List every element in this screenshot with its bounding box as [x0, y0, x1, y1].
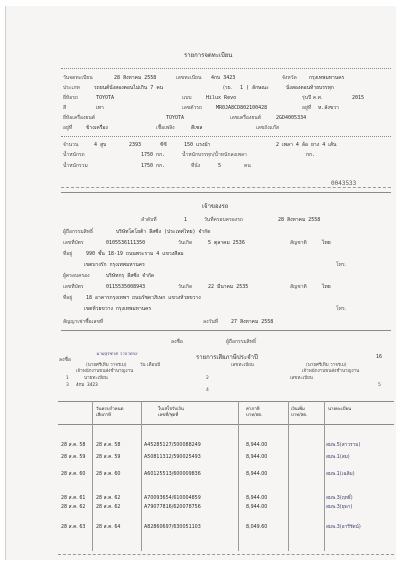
sign-role-1: นายทะเบียน: [84, 376, 108, 381]
nation2-value: ไทย: [322, 284, 331, 290]
tax-table-cell: 28 ส.ค. 61: [61, 496, 86, 501]
sign-right-role: เจ้าพนักงานขนส่งชำนาญงาน: [302, 369, 360, 374]
class-value: 1 ) ลักษณะ: [240, 85, 269, 91]
addr3-label: ที่อยู่: [63, 295, 73, 301]
chassis-at-value: ห.ลังขวา: [318, 105, 339, 111]
engine-at-label: อยู่ที่: [63, 125, 73, 131]
tax-table-cell: 28 ส.ค. 64: [96, 525, 121, 530]
tax-table-cell: 28 ส.ค. 62: [61, 505, 86, 510]
possess-date-value: 28 สิงหาคม 2558: [278, 217, 321, 223]
divider: [61, 330, 391, 331]
tax-table-cell: 8,049.60: [246, 525, 268, 530]
seq-value: 1: [184, 217, 188, 223]
cc-unit: ซีซี: [160, 142, 167, 148]
tax-table-cell: 28 ส.ค. 60: [61, 472, 86, 477]
sign-right-sub: (นายศรีเทิม วาจรเม): [306, 363, 347, 368]
tax-table-cell: สมพ.3(อารีรัตน์): [326, 525, 361, 530]
load-value: กก.: [306, 152, 316, 158]
page-title: รายการจดทะเบียน: [184, 52, 233, 59]
idcard-value: 0105536111350: [106, 240, 146, 246]
sign-role-2: ผู้ถือกรรมสิทธิ์: [226, 339, 257, 345]
tax-table-header-cell: เลขที่/ชุดที่: [158, 413, 179, 418]
gas-label: เลขถังแก๊ส: [256, 125, 279, 131]
tel-label: โทร.: [336, 262, 347, 268]
seat-value: 5: [218, 163, 222, 169]
sign-mid-label: วัน เดือนปี: [140, 363, 161, 368]
cc-value: 2393: [129, 142, 142, 148]
tax-table-cell: 8,944.00: [246, 455, 268, 460]
possess-date-label: วันที่ครอบครองรถ: [204, 217, 243, 223]
tax-table-cell: A79077816/620078756: [144, 505, 201, 510]
tax-table-cell: 28 ส.ค. 62: [96, 496, 121, 501]
engine-no-value: 2GD4005334: [276, 115, 307, 121]
table-col-divider: [238, 401, 239, 551]
tax-table-cell: A45285127/500088249: [144, 443, 201, 448]
reg-col-1: 1: [66, 376, 69, 381]
year-value: 2015: [352, 95, 365, 101]
chassis-at-label: อยู่ที่: [302, 105, 312, 111]
tax-table-cell: 8,944.00: [246, 505, 268, 510]
seq-label: ลำดับที่: [141, 217, 157, 223]
chassis-label: เลขตัวรถ: [182, 105, 202, 111]
nation-label: สัญชาติ: [290, 240, 307, 246]
sign-label-1: ลงชื่อ: [171, 339, 183, 345]
addr-value: 990 ชั้น 18-19 ถนนพระราม 4 แขวงสีลม: [86, 251, 184, 257]
seat-unit: คน: [244, 163, 251, 169]
tax-table-cell: สมพ.5(สาวราม): [326, 443, 361, 448]
dob2-value: 22 มีนาคม 2535: [208, 284, 249, 290]
tax-table-header-cell: เงินเพิ่ม: [291, 407, 305, 412]
holder-label: ผู้ถือกรรมสิทธิ์: [63, 229, 94, 235]
reg-left-value: 4กบ 3423: [76, 383, 98, 388]
tax-table-cell: 28 ส.ค. 62: [96, 505, 121, 510]
addr2-value: เขตบางรัก กรุงเทพมหานคร: [84, 262, 145, 268]
dob-value: 5 ตุลาคม 2536: [208, 240, 245, 246]
dob-label: วันเกิด: [178, 240, 193, 246]
reg-col-5: 5: [378, 383, 381, 388]
color-value: เทา: [96, 105, 104, 111]
possessor-value: บริษัทกรุ ลีสซิ่ง จำกัด: [106, 273, 155, 279]
tax-table-cell: 28 ส.ค. 63: [61, 525, 86, 530]
tax-table-cell: สมพ.1(สม): [326, 455, 350, 460]
registration-document: [5, 6, 396, 560]
tax-table-cell: 28 ส.ค. 60: [96, 472, 121, 477]
tax-table-header-cell: ค่าภาษี: [246, 407, 260, 412]
engine-no-label: เลขเครื่องยนต์: [230, 115, 261, 121]
tax-table-cell: 8,944.00: [246, 496, 268, 501]
cyl-label: จำนวน: [63, 142, 79, 148]
reg-no-label: เลขทะเบียน: [176, 75, 202, 81]
fuel-label: เชื้อเพลิง: [156, 125, 175, 131]
tax-table-cell: 28 ส.ค. 58: [61, 443, 86, 448]
tel2-label: โทร.: [336, 306, 347, 312]
weight-value: 1750 กก.: [141, 152, 166, 158]
axle-value: 2 เพลา 4 ล้อ ยาง 4 เส้น: [276, 142, 337, 148]
divider: [61, 68, 391, 69]
reg-no-value: 4กบ 3423: [211, 75, 236, 81]
brand-value: TOYOTA: [96, 95, 115, 101]
contract-label: สัญญาเช่าซื้อเลขที่: [63, 319, 104, 325]
addr3-value: 18 อาคารกรุงเทพฯ ถนนรัชดาภิเษก แขวงห้วยขวาง: [86, 295, 201, 301]
divider: [61, 136, 391, 137]
divider: [61, 192, 391, 193]
table-col-divider: [288, 401, 289, 551]
table-col-divider: [324, 401, 325, 551]
tax-table-header-cell: เสียภาษี: [96, 413, 112, 418]
table-bottom-border: [58, 554, 394, 555]
tax-table-cell: A60125513/600009836: [144, 472, 201, 477]
tax-num: 16: [376, 354, 383, 360]
year-label: รุ่นปี ค.ศ.: [302, 95, 323, 101]
type-label: ประเภท: [63, 85, 80, 91]
reg-date-value: 28 สิงหาคม 2558: [114, 75, 157, 81]
tax-table-cell: สมพ.3(ยุพา): [326, 505, 353, 510]
tax-table-header-cell: ใบเสร็จรับเงิน: [158, 407, 184, 412]
dob2-label: วันเกิด: [178, 284, 193, 290]
nation-value: ไทย: [322, 240, 331, 246]
tax-table-cell: 28 ส.ค. 59: [96, 455, 121, 460]
addr-label: ที่อยู่: [63, 251, 73, 257]
sign-label-2: ลงชื่อ: [59, 357, 71, 363]
possessor-label: ผู้ครอบครอง: [63, 273, 90, 279]
engine-brand-label: ยี่ห้อเครื่องยนต์: [63, 115, 96, 121]
province-label: จังหวัด: [282, 75, 297, 81]
page-code: 0043533: [331, 180, 357, 187]
province-value: กรุงเทพมหานคร: [309, 75, 345, 81]
tax-table-cell: 28 ส.ค. 59: [61, 455, 86, 460]
reg-left-label: เลขทะเบียน: [290, 376, 313, 381]
sign-left-sub: เจ้าพนักงานขนส่งชำนาญงาน: [76, 369, 134, 374]
reg-col-3: 3: [66, 383, 69, 388]
table-col-divider: [92, 401, 93, 551]
owner-section-title: เจ้าของรถ: [202, 203, 229, 210]
contract-date-value: 27 สิงหาคม 2558: [231, 319, 274, 325]
table-header-border: [58, 424, 394, 425]
tax-table-cell: สมพ.1(เฉลิม): [326, 472, 355, 477]
addr4-value: เขตห้วยขวาง กรุงเทพมหานคร: [84, 306, 152, 312]
table-top-border: [58, 401, 394, 402]
gross-label: น้ำหนักรวม: [63, 163, 88, 169]
engine-brand-value: TOYOTA: [166, 115, 185, 121]
sign-left-name: (นายศรีเทิม วาจรเม): [86, 363, 127, 368]
char-value: นั่งสองตอนท้ายบรรทุก: [286, 85, 334, 91]
divider: [61, 187, 391, 188]
model-label: แบบ: [182, 95, 192, 101]
idcard-label: เลขที่บัตร: [63, 240, 84, 246]
sign-right-name: นายสุรชาต วาจาตรง: [96, 352, 138, 357]
table-col-divider: [141, 401, 142, 551]
class-label: (รย.: [223, 85, 233, 91]
contract-date-label: ลงวันที่: [203, 319, 219, 325]
cyl-value: 4 สูบ: [94, 142, 107, 148]
fuel-value: ดีเซล: [191, 125, 203, 131]
engine-at-value: ข้างเครื่อง: [86, 125, 108, 131]
reg-col-4: 4: [206, 388, 209, 393]
tax-table-header-cell: บาท/สต.: [291, 413, 308, 418]
tax-table-cell: 8,944.00: [246, 472, 268, 477]
hp-value: 150 แรงม้า: [184, 142, 211, 148]
tax-table-cell: 8,944.00: [246, 443, 268, 448]
tax-table-header-cell: วันครบกำหนด: [96, 407, 124, 412]
reg-col-2: 2: [206, 376, 209, 381]
type-value: รถยนต์นั่งสองตอนไม่เกิน 7 คน: [94, 85, 164, 91]
idcard2-label: เลขที่บัตร: [63, 284, 84, 290]
chassis-value: MR0JA8CD802100428: [216, 105, 268, 111]
tax-table-cell: สมพ.3(ฤทธิ์): [326, 496, 353, 501]
holder-value: บริษัทโตโยต้า ลีสซิ่ง (ประเทศไทย) จำกัด: [116, 229, 211, 235]
nation2-label: สัญชาติ: [290, 284, 307, 290]
idcard2-value: 0115535008943: [106, 284, 146, 290]
gross-value: 1750 กก.: [141, 163, 166, 169]
color-label: สี: [63, 105, 67, 111]
tax-table-cell: A70093654/610004859: [144, 496, 201, 501]
load-label: น้ำหนักบรรทุก/น้ำหนักลงเพลา: [182, 152, 247, 158]
brand-label: ยี่ห้อรถ: [63, 95, 78, 101]
seat-label: ที่นั่ง: [191, 163, 201, 169]
tax-table-cell: A50811312/590025493: [144, 455, 201, 460]
tax-title: รายการเสียภาษีประจำปี: [196, 354, 258, 361]
model-value: Hilux Revo: [206, 95, 237, 101]
reg-right-label: เลขทะเบียน: [231, 363, 254, 368]
tax-table-header-cell: บาท/สต.: [246, 413, 263, 418]
tax-table-cell: A82860697/630051103: [144, 525, 201, 530]
reg-date-label: วันจดทะเบียน: [63, 75, 93, 81]
tax-table-cell: 28 ส.ค. 58: [96, 443, 121, 448]
weight-label: น้ำหนักรถ: [63, 152, 85, 158]
tax-table-header-cell: นายทะเบียน: [328, 407, 352, 412]
